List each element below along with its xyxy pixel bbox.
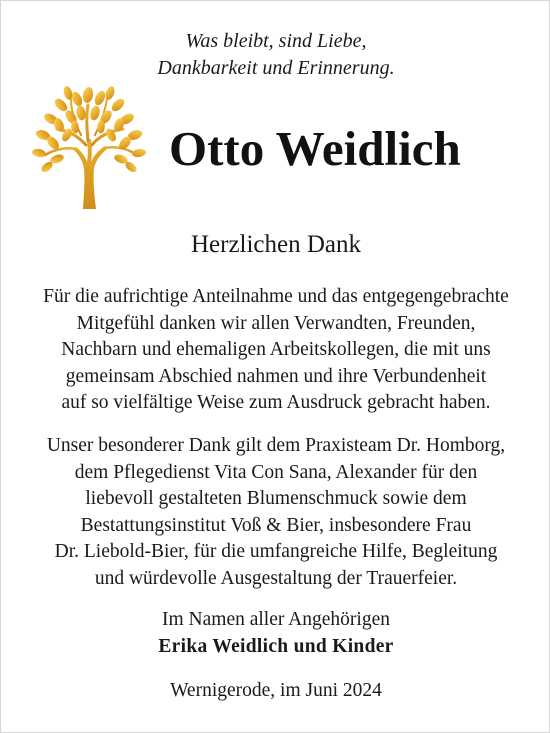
place-date: Wernigerode, im Juni 2024 bbox=[170, 680, 382, 701]
golden-tree-icon bbox=[31, 85, 147, 213]
deceased-name: Otto Weidlich bbox=[169, 121, 461, 176]
paragraph-line: Mitgefühl danken wir allen Verwandten, Freunden, bbox=[76, 312, 476, 334]
paragraph-line: und würdevolle Ausgestaltung der Trauerfeier. bbox=[94, 567, 458, 589]
paragraph-line: Bestattungsinstitut Voß & Bier, insbesondere Frau bbox=[80, 514, 472, 536]
signature-names: Erika Weidlich und Kinder bbox=[158, 635, 394, 657]
memorial-quote bbox=[1, 28, 550, 82]
paragraph-line: auf so vielfältige Weise zum Ausdruck gebracht haben. bbox=[61, 392, 491, 414]
paragraph-line: gemeinsam Abschied nahmen und ihre Verbundenheit bbox=[65, 365, 487, 387]
quote-line: Dankbarkeit und Erinnerung. bbox=[157, 57, 395, 79]
paragraph-line: Dr. Liebold-Bier, für die umfangreiche Hilfe, Begleitung bbox=[54, 541, 498, 563]
thanks-heading: Herzlichen Dank bbox=[190, 231, 362, 258]
paragraph-line: Unser besonderer Dank gilt dem Praxisteam Dr. Homborg, bbox=[46, 435, 506, 456]
thanks-paragraph-2 bbox=[1, 433, 550, 593]
signature-block bbox=[1, 607, 550, 660]
signature-intro: Im Namen aller Angehörigen bbox=[162, 609, 390, 630]
paragraph-line: liebevoll gestalteten Blumenschmuck sowie dem bbox=[85, 488, 467, 510]
paragraph-line: Nachbarn und ehemaligen Arbeitskollegen, die mit uns bbox=[61, 339, 491, 361]
quote-line: Was bleibt, sind Liebe, bbox=[185, 30, 367, 52]
paragraph-line: Für die aufrichtige Anteilnahme und das entgegengebrachte bbox=[43, 286, 509, 307]
paragraph-line: dem Pflegedienst Vita Con Sana, Alexander für den bbox=[74, 461, 478, 483]
thanks-paragraph-1 bbox=[1, 284, 550, 417]
